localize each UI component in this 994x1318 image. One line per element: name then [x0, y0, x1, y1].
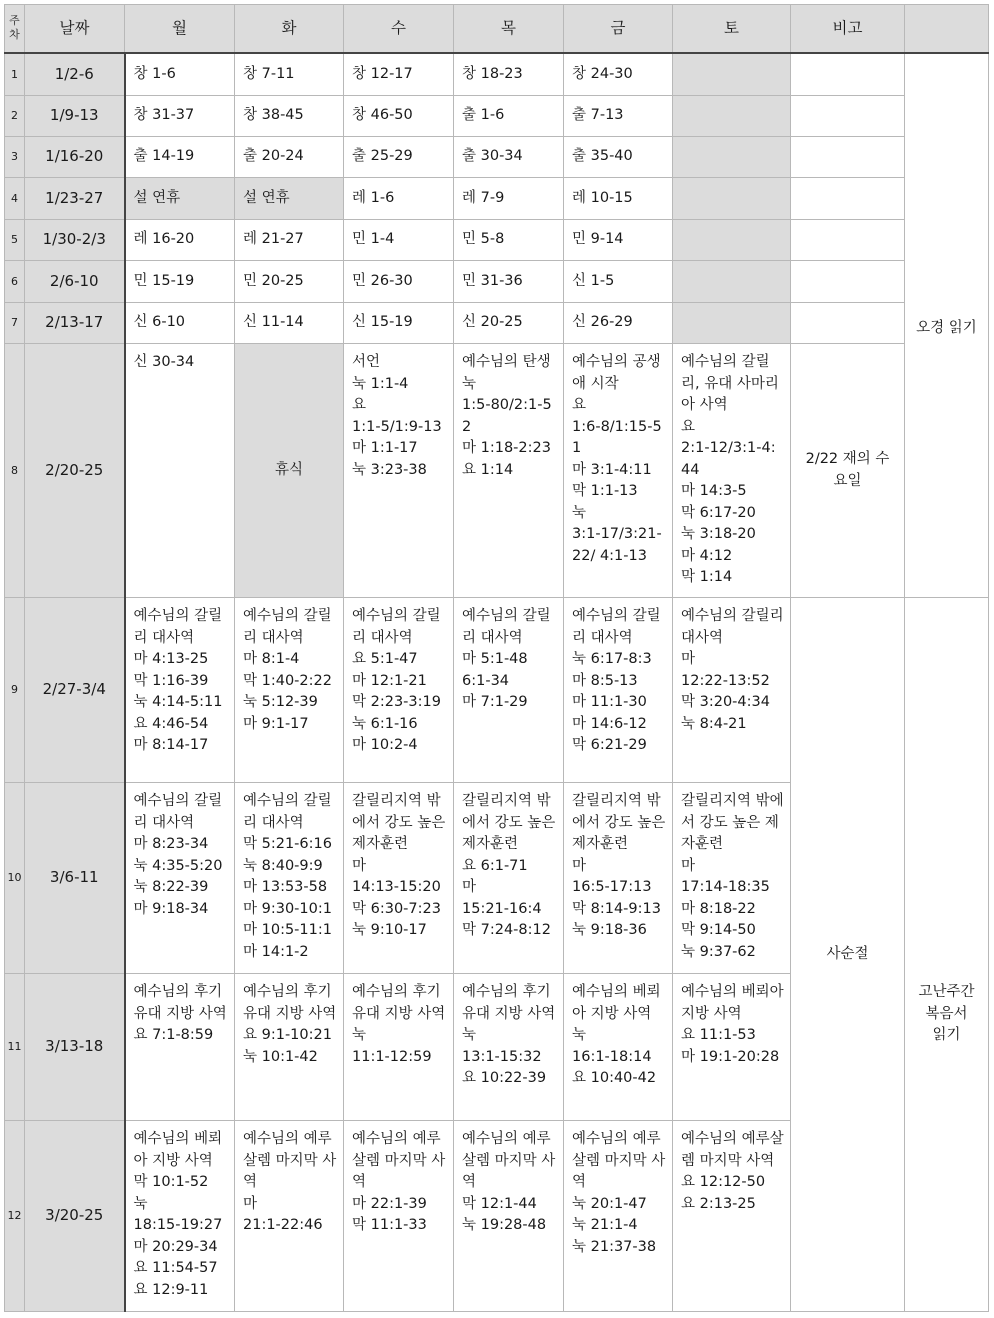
reading-sat-empty: [673, 53, 791, 96]
week-number: 11: [5, 974, 25, 1121]
date-range: 3/6-11: [25, 783, 125, 974]
reading-sat-empty: [673, 303, 791, 344]
reading-wed: 민 1-4: [344, 220, 454, 261]
extra-empty: [905, 178, 989, 220]
date-range: 2/27-3/4: [25, 598, 125, 783]
reading-mon: 예수님의 갈릴리 대사역 마 8:23-34 눅 4:35-5:20 눅 8:22-39 마 9:18-34: [125, 783, 235, 974]
extra-empty: [905, 344, 989, 598]
reading-tue: 예수님의 후기 유대 지방 사역 요 9:1-10:21 눅 10:1-42: [235, 974, 344, 1121]
header-fri: 금: [564, 5, 673, 53]
reading-fri: 창 24-30: [564, 53, 673, 96]
reading-wed: 창 12-17: [344, 53, 454, 96]
reading-tue: 출 20-24: [235, 137, 344, 178]
date-range: 1/16-20: [25, 137, 125, 178]
reading-tue-rest: 휴식: [235, 344, 344, 598]
date-range: 2/13-17: [25, 303, 125, 344]
week-number: 12: [5, 1121, 25, 1312]
table-row: [5, 178, 989, 220]
reading-fri: 갈릴리지역 밖에서 강도 높은 제자훈련 마 16:5-17:13 막 8:14-9:13 눅 9:18-36: [564, 783, 673, 974]
reading-mon: 신 30-34: [125, 344, 235, 598]
reading-mon: 예수님의 후기 유대 지방 사역 요 7:1-8:59: [125, 974, 235, 1121]
reading-sat: 예수님의 예루살렘 마지막 사역 요 12:12-50 요 2:13-25: [673, 1121, 791, 1312]
week-number: 6: [5, 261, 25, 303]
reading-thu: 민 31-36: [454, 261, 564, 303]
week-number: 3: [5, 137, 25, 178]
reading-thu: 민 5-8: [454, 220, 564, 261]
reading-tue: 신 11-14: [235, 303, 344, 344]
header-mon: 월: [125, 5, 235, 53]
reading-tue: 창 38-45: [235, 96, 344, 137]
table-row: [5, 598, 989, 783]
header-wed: 수: [344, 5, 454, 53]
note-lent: 사순절: [791, 598, 905, 1312]
reading-sat: 갈릴리지역 밖에서 강도 높은 제자훈련 마 17:14-18:35 마 8:18-22 막 9:14-50 눅 9:37-62: [673, 783, 791, 974]
note-passion-week: 고난주간 복음서 읽기: [905, 598, 989, 1312]
reading-mon: 신 6-10: [125, 303, 235, 344]
week-number: 7: [5, 303, 25, 344]
reading-schedule-table: [4, 4, 989, 1312]
reading-mon: 설 연휴: [125, 178, 235, 220]
extra-empty: [905, 261, 989, 303]
reading-tue: 레 21-27: [235, 220, 344, 261]
table-row: [5, 261, 989, 303]
note-empty: [791, 178, 905, 220]
reading-sat-empty: [673, 96, 791, 137]
reading-sat: 예수님의 베뢰아 지방 사역 요 11:1-53 마 19:1-20:28: [673, 974, 791, 1121]
header-extra: [905, 5, 989, 53]
reading-thu: 갈릴리지역 밖에서 강도 높은 제자훈련 요 6:1-71 마 15:21-16:4 막 7:24-8:12: [454, 783, 564, 974]
reading-mon: 레 16-20: [125, 220, 235, 261]
date-range: 1/2-6: [25, 53, 125, 96]
header-tue: 화: [235, 5, 344, 53]
header-note: 비고: [791, 5, 905, 53]
reading-fri: 레 10-15: [564, 178, 673, 220]
note-empty: [791, 220, 905, 261]
date-range: 3/20-25: [25, 1121, 125, 1312]
reading-tue: 예수님의 예루살렘 마지막 사역 마 21:1-22:46: [235, 1121, 344, 1312]
reading-wed: 신 15-19: [344, 303, 454, 344]
note-empty: [791, 261, 905, 303]
reading-tue: 예수님의 갈릴리 대사역 마 8:1-4 막 1:40-2:22 눅 5:12-39 마 9:1-17: [235, 598, 344, 783]
reading-wed: 레 1-6: [344, 178, 454, 220]
reading-mon: 예수님의 베뢰아 지방 사역 막 10:1-52 눅 18:15-19:27 마 20:29-34 요 11:54-57 요 12:9-11: [125, 1121, 235, 1312]
reading-tue: 예수님의 갈릴리 대사역 막 5:21-6:16 눅 8:40-9:9 마 13:53-58 마 9:30-10:1 마 10:5-11:1 마 14:1-2: [235, 783, 344, 974]
extra-empty: [905, 137, 989, 178]
week-number: 4: [5, 178, 25, 220]
reading-sat: 예수님의 갈릴리 대사역 마 12:22-13:52 막 3:20-4:34 눅 8:4-21: [673, 598, 791, 783]
table-row: [5, 137, 989, 178]
reading-fri: 출 35-40: [564, 137, 673, 178]
reading-fri: 신 1-5: [564, 261, 673, 303]
reading-thu: 신 20-25: [454, 303, 564, 344]
reading-thu: 예수님의 탄생 눅 1:5-80/2:1-52 마 1:18-2:23 요 1:14: [454, 344, 564, 598]
reading-tue: 민 20-25: [235, 261, 344, 303]
header-thu: 목: [454, 5, 564, 53]
note-empty: [791, 303, 905, 344]
week-number: 9: [5, 598, 25, 783]
extra-empty: [905, 53, 989, 96]
header-date: 날짜: [25, 5, 125, 53]
reading-sat: 예수님의 갈릴리, 유대 사마리아 사역 요 2:1-12/3:1-4:44 마 14:3-5 막 6:17-20 눅 3:18-20 마 4:12 막 1:14: [673, 344, 791, 598]
reading-thu: 창 18-23: [454, 53, 564, 96]
reading-thu: 예수님의 갈릴리 대사역 마 5:1-48 6:1-34 마 7:1-29: [454, 598, 564, 783]
reading-thu: 예수님의 예루살렘 마지막 사역 막 12:1-44 눅 19:28-48: [454, 1121, 564, 1312]
reading-wed: 예수님의 예루살렘 마지막 사역 마 22:1-39 막 11:1-33: [344, 1121, 454, 1312]
date-range: 2/6-10: [25, 261, 125, 303]
note-empty: [791, 137, 905, 178]
reading-wed: 예수님의 갈릴리 대사역 요 5:1-47 마 12:1-21 막 2:23-3:19 눅 6:1-16 마 10:2-4: [344, 598, 454, 783]
note-empty: [791, 53, 905, 96]
header-row: [5, 5, 989, 53]
reading-thu: 레 7-9: [454, 178, 564, 220]
reading-fri: 예수님의 예루살렘 마지막 사역 눅 20:1-47 눅 21:1-4 눅 21:37-38: [564, 1121, 673, 1312]
week-number: 5: [5, 220, 25, 261]
note-empty: [791, 96, 905, 137]
reading-fri: 신 26-29: [564, 303, 673, 344]
header-sat: 토: [673, 5, 791, 53]
reading-tue: 설 연휴: [235, 178, 344, 220]
reading-mon: 창 31-37: [125, 96, 235, 137]
reading-wed: 창 46-50: [344, 96, 454, 137]
reading-mon: 민 15-19: [125, 261, 235, 303]
week-number: 8: [5, 344, 25, 598]
table-row: [5, 303, 989, 344]
date-range: 2/20-25: [25, 344, 125, 598]
reading-sat-empty: [673, 261, 791, 303]
reading-mon: 출 14-19: [125, 137, 235, 178]
note-pentateuch: 오경 읽기: [905, 303, 989, 344]
table-row: [5, 96, 989, 137]
reading-fri: 예수님의 공생애 시작 요 1:6-8/1:15-51 마 3:1-4:11 막 1:1-13 눅 3:1-17/3:21-22/ 4:1-13: [564, 344, 673, 598]
reading-thu: 출 30-34: [454, 137, 564, 178]
reading-thu: 예수님의 후기 유대 지방 사역 눅 13:1-15:32 요 10:22-39: [454, 974, 564, 1121]
date-range: 1/9-13: [25, 96, 125, 137]
reading-mon: 예수님의 갈릴리 대사역 마 4:13-25 막 1:16-39 눅 4:14-5:11 요 4:46-54 마 8:14-17: [125, 598, 235, 783]
table-row: [5, 344, 989, 598]
reading-sat-empty: [673, 178, 791, 220]
header-week: 주 차: [5, 5, 25, 53]
reading-wed: 서언 눅 1:1-4 요 1:1-5/1:9-13 마 1:1-17 눅 3:23-38: [344, 344, 454, 598]
reading-sat-empty: [673, 137, 791, 178]
extra-empty: [905, 220, 989, 261]
reading-fri: 예수님의 베뢰아 지방 사역 눅 16:1-18:14 요 10:40-42: [564, 974, 673, 1121]
reading-wed: 출 25-29: [344, 137, 454, 178]
table-row: [5, 220, 989, 261]
week-number: 1: [5, 53, 25, 96]
table-row: [5, 53, 989, 96]
reading-mon: 창 1-6: [125, 53, 235, 96]
reading-wed: 갈릴리지역 밖에서 강도 높은 제자훈련 마 14:13-15:20 막 6:30-7:23 눅 9:10-17: [344, 783, 454, 974]
reading-fri: 민 9-14: [564, 220, 673, 261]
reading-tue: 창 7-11: [235, 53, 344, 96]
week-number: 10: [5, 783, 25, 974]
reading-wed: 예수님의 후기 유대 지방 사역 눅 11:1-12:59: [344, 974, 454, 1121]
reading-wed: 민 26-30: [344, 261, 454, 303]
week-number: 2: [5, 96, 25, 137]
date-range: 1/23-27: [25, 178, 125, 220]
reading-fri: 출 7-13: [564, 96, 673, 137]
reading-sat-empty: [673, 220, 791, 261]
note-ash-wednesday: 2/22 재의 수요일: [791, 344, 905, 598]
date-range: 3/13-18: [25, 974, 125, 1121]
extra-empty: [905, 96, 989, 137]
date-range: 1/30-2/3: [25, 220, 125, 261]
reading-thu: 출 1-6: [454, 96, 564, 137]
reading-fri: 예수님의 갈릴리 대사역 눅 6:17-8:3 마 8:5-13 마 11:1-30 마 14:6-12 막 6:21-29: [564, 598, 673, 783]
